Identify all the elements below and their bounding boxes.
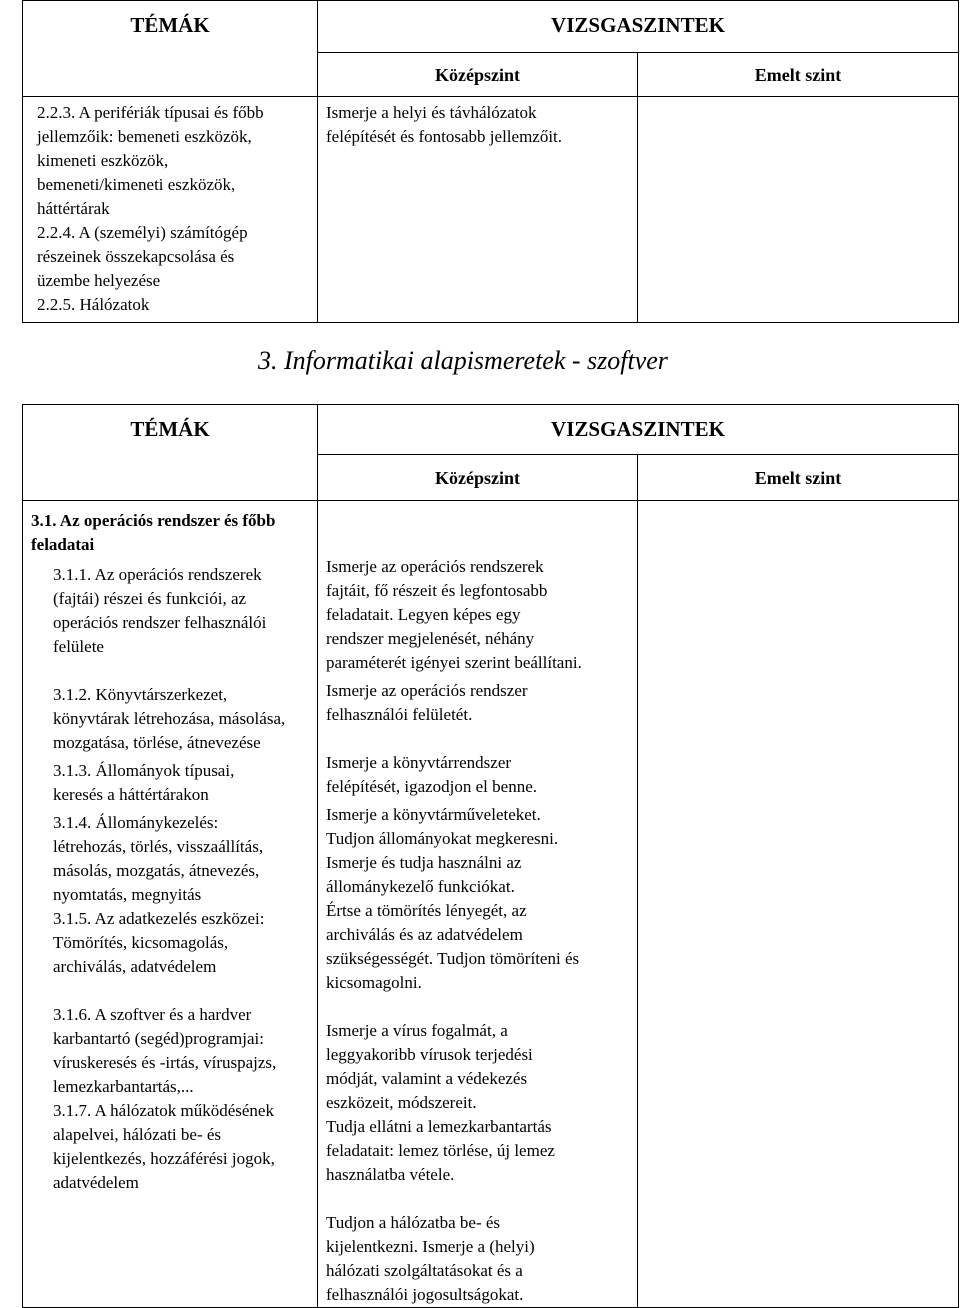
- mid-text-3-1-1: Ismerje az operációs rendszerek fajtáit, fő részeit és legfontosabb feladatait. Legyen képes egy rendszer megjelenését, néhány paraméterét igényei szerint beállítani.: [326, 557, 582, 672]
- mid-text-3-1-6: Ismerje a vírus fogalmát, a leggyakoribb vírusok terjedési módját, valamint a védekezés eszközeit, módszereit.: [326, 1021, 533, 1112]
- mid-text-3-1-2: Ismerje az operációs rendszer felhasználói felületét.: [326, 681, 528, 724]
- table-hardware: [22, 0, 959, 323]
- mid-text-3-1-5: Értse a tömörítés lényegét, az archiválás és az adatvédelem szükségességét. Tudjon tömöríteni és kicsomagolni.: [326, 901, 580, 992]
- header-mid-level: Középszint: [318, 455, 638, 501]
- mid-level-cell: [318, 501, 638, 1308]
- topic-3-1-5: 3.1.5. Az adatkezelés eszközei: Tömörítés, kicsomagolás, archiválás, adatvédelem: [53, 909, 265, 976]
- topics-cell: [23, 97, 318, 323]
- topic-3-1-6: 3.1.6. A szoftver és a hardver karbantartó (segéd)programjai: víruskeresés és -irtás, víruspajzs, lemezkarbantartás,...: [53, 1005, 277, 1096]
- mid-level-cell: [318, 97, 638, 323]
- table-software: [22, 404, 959, 1308]
- topics-text: 2.2.3. A perifériák típusai és főbb jellemzőik: bemeneti eszközök, kimeneti eszközök, bemeneti/kimeneti eszközök, háttértárak 2.2.4. A (személyi) számítógép részeinek összekapcsolása és üzembe helyezése 2.2.5. Hálózatok: [37, 103, 264, 314]
- mid-text-network: Tudjon a hálózatba be- és kijelentkezni. Ismerje a (helyi) hálózati szolgáltatásokat és a felhasználói jogosultságokat.: [326, 1213, 535, 1304]
- topic-3-1-7: 3.1.7. A hálózatok működésének alapelvei, hálózati be- és kijelentkezés, hozzáférési jogok, adatvédelem: [53, 1101, 275, 1192]
- mid-text-3-1-3: Ismerje a könyvtárrendszer felépítését, igazodjon el benne.: [326, 753, 537, 796]
- header-adv-level: Emelt szint: [638, 53, 959, 97]
- mid-level-text: Ismerje a helyi és távhálózatok felépítését és fontosabb jellemzőit.: [326, 103, 563, 146]
- adv-level-cell: [638, 97, 959, 323]
- section-title: 3. Informatikai alapismeretek - szoftver: [258, 346, 668, 375]
- header-topics: TÉMÁK: [23, 405, 318, 501]
- header-mid-level: Középszint: [318, 53, 638, 97]
- mid-text-3-1-4: Ismerje a könyvtárműveleteket. Tudjon állományokat megkeresni. Ismerje és tudja használni az állománykezelő funkciókat.: [326, 805, 559, 896]
- mid-text-3-1-7: Tudja ellátni a lemezkarbantartás feladatait: lemez törlése, új lemez használatba vétele.: [326, 1117, 555, 1184]
- topic-3-1-2: 3.1.2. Könyvtárszerkezet, könyvtárak létrehozása, másolása, mozgatása, törlése, átnevezése: [53, 685, 286, 752]
- main-topic: 3.1. Az operációs rendszer és főbb feladatai: [31, 511, 276, 554]
- adv-level-cell: [638, 501, 959, 1308]
- topics-cell: [23, 501, 318, 1308]
- topic-3-1-4: 3.1.4. Állománykezelés: létrehozás, törlés, visszaállítás, másolás, mozgatás, átnevezés, nyomtatás, megnyitás: [53, 813, 264, 904]
- header-adv-level: Emelt szint: [638, 455, 959, 501]
- topic-3-1-1: 3.1.1. Az operációs rendszerek (fajtái) részei és funkciói, az operációs rendszer felhasználói felülete: [53, 565, 267, 656]
- header-levels: VIZSGASZINTEK: [318, 1, 959, 53]
- header-topics: TÉMÁK: [23, 1, 318, 97]
- topic-3-1-3: 3.1.3. Állományok típusai, keresés a háttértárakon: [53, 761, 235, 804]
- header-levels: VIZSGASZINTEK: [318, 405, 959, 455]
